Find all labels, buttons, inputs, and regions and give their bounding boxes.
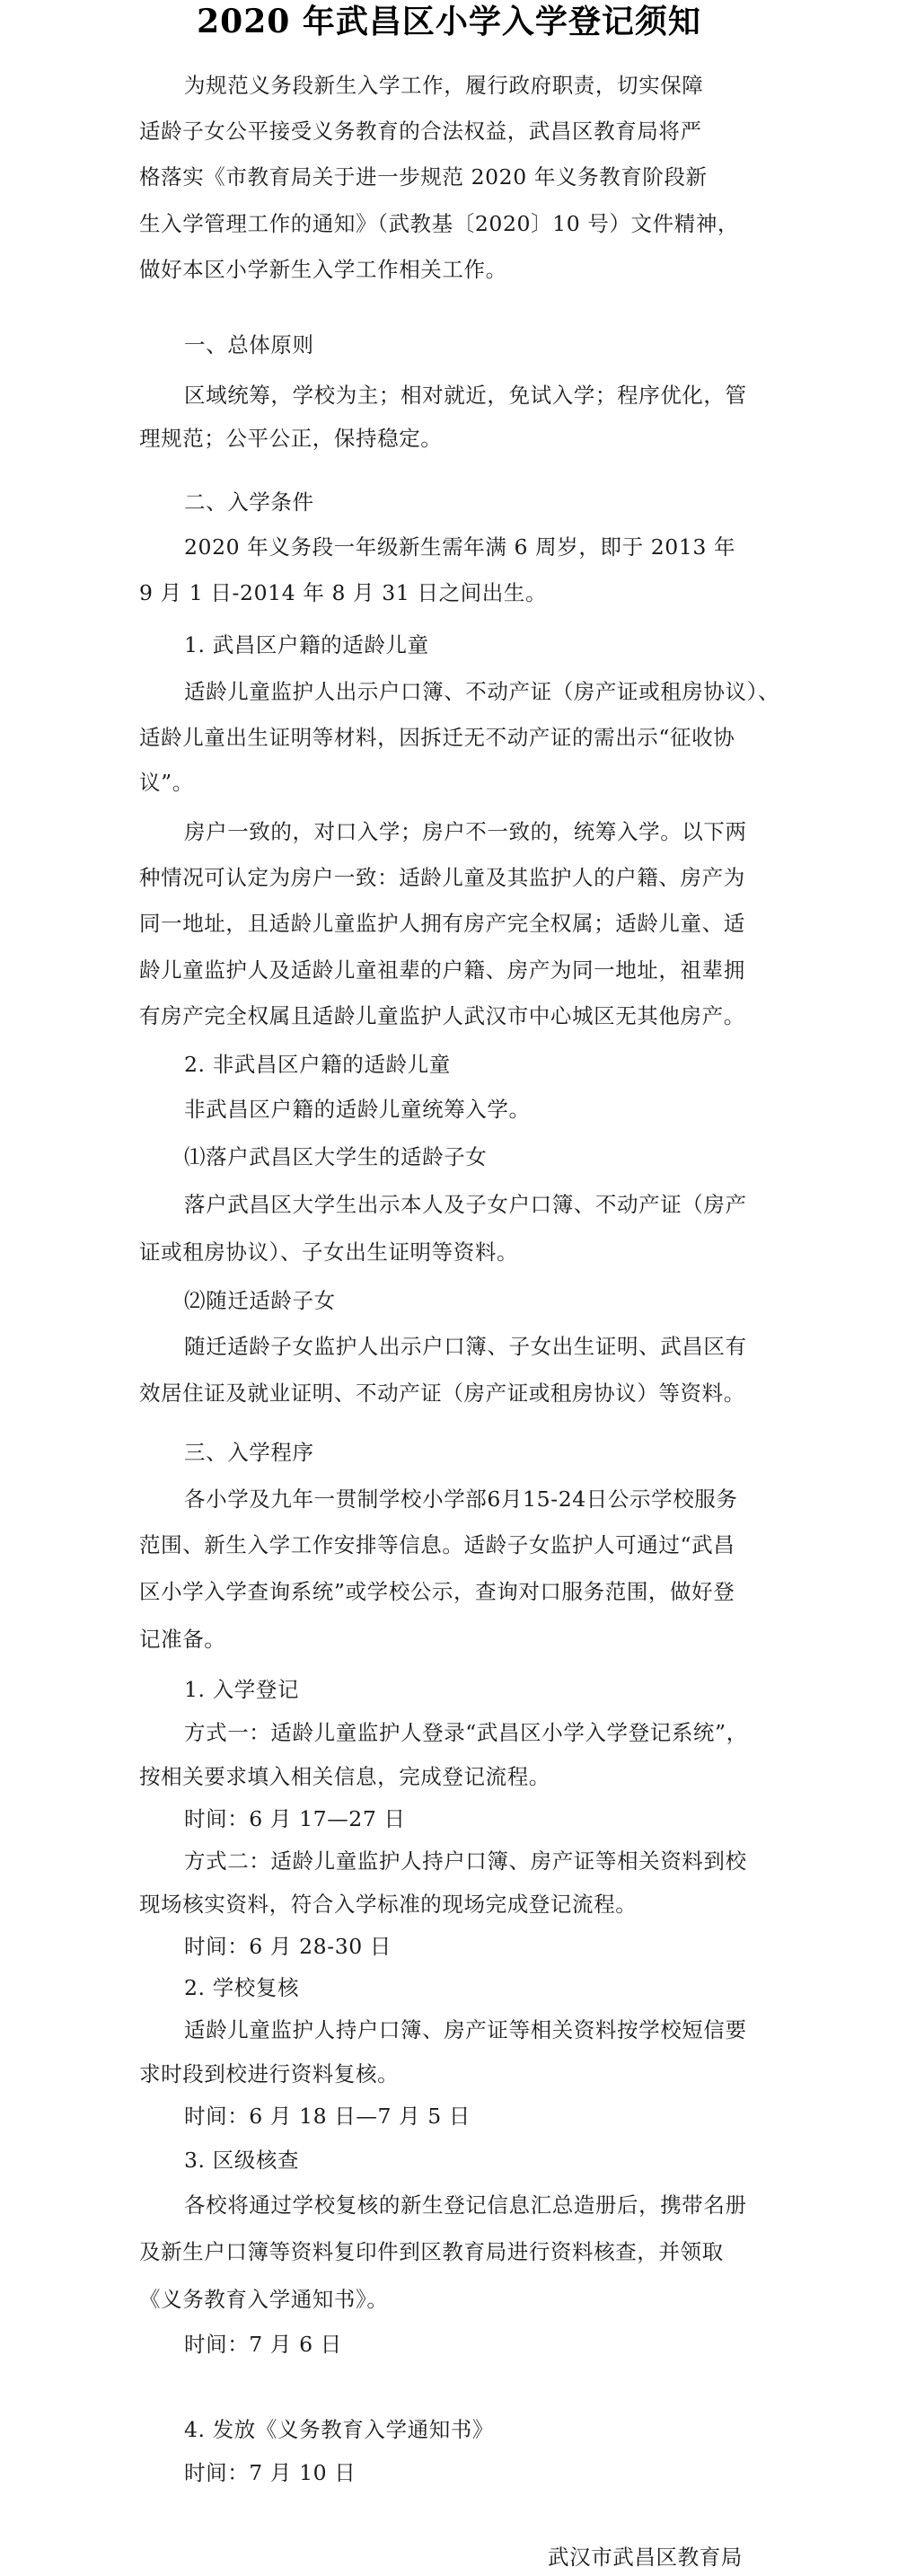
text-line: 适龄儿童出生证明等材料，因拆迁无不动产证的需出示“征收协: [139, 725, 735, 750]
text-line: 格落实《市教育局关于进一步规范 2020 年义务教育阶段新: [139, 164, 708, 190]
subsection-heading: 4. 发放《义务教育入学通知书》: [184, 2417, 494, 2442]
text-line: 按相关要求填入相关信息，完成登记流程。: [139, 1764, 550, 1789]
text-line: 种情况可认定为房户一致：适龄儿童及其监护人的户籍、房产为: [139, 865, 745, 890]
time-line: 时间：6 月 18 日—7 月 5 日: [184, 2104, 471, 2129]
text-line: 适龄儿童监护人出示户口簿、不动产证（房产证或租房协议）、: [184, 679, 780, 704]
text-line: 方式二：适龄儿童监护人持户口簿、房产证等相关资料到校: [184, 1848, 747, 1874]
text-line: 房户一致的，对口入学；房户不一致的，统筹入学。以下两: [184, 819, 747, 844]
subsection-heading: 2. 学校复核: [184, 1975, 300, 2000]
text-line: 随迁适龄子女监护人出示户口簿、子女出生证明、武昌区有: [184, 1334, 747, 1359]
text-line: 记准备。: [139, 1627, 226, 1652]
text-line: 适龄子女公平接受义务教育的合法权益，武昌区教育局将严: [139, 119, 702, 144]
subsection-heading: 1. 武昌区户籍的适龄儿童: [184, 632, 429, 657]
text-line: 求时段到校进行资料复核。: [139, 2061, 400, 2086]
text-line: 9 月 1 日-2014 年 8 月 31 日之间出生。: [139, 580, 548, 605]
text-line: 区域统筹，学校为主；相对就近，免试入学；程序优化，管: [184, 383, 747, 408]
subsection-heading: 1. 入学登记: [184, 1677, 300, 1702]
text-line: 方式一：适龄儿童监护人登录“武昌区小学入学登记系统”，: [184, 1720, 748, 1745]
time-line: 时间：7 月 10 日: [184, 2460, 357, 2485]
time-line: 时间：6 月 17—27 日: [184, 1806, 406, 1831]
text-line: 龄儿童监护人及适龄儿童祖辈的户籍、房产为同一地址，祖辈拥: [139, 957, 745, 983]
text-line: 做好本区小学新生入学工作相关工作。: [139, 257, 507, 282]
subsection-heading: ⑴落户武昌区大学生的适龄子女: [184, 1144, 488, 1169]
text-line: 2020 年义务段一年级新生需年满 6 周岁，即于 2013 年: [184, 534, 736, 560]
text-line: 议”。: [139, 770, 194, 795]
time-line: 时间：7 月 6 日: [184, 2332, 342, 2357]
text-line: 适龄儿童监护人持户口簿、房产证等相关资料按学校短信要: [184, 2017, 747, 2042]
section-heading: 一、总体原则: [184, 332, 314, 357]
document-title: 2020 年武昌区小学入学登记须知: [197, 3, 701, 40]
text-line: 现场核实资料，符合入学标准的现场完成登记流程。: [139, 1892, 638, 1917]
time-line: 时间：6 月 28-30 日: [184, 1934, 392, 1959]
subsection-heading: 3. 区级核查: [184, 2148, 300, 2173]
text-line: 证或租房协议）、子女出生证明等资料。: [139, 1239, 519, 1265]
text-line: 效居住证及就业证明、不动产证（房产证或租房协议）等资料。: [139, 1381, 745, 1406]
section-heading: 三、入学程序: [184, 1440, 314, 1465]
subsection-heading: 2. 非武昌区户籍的适龄儿童: [184, 1052, 451, 1077]
text-line: 范围、新生入学工作安排等信息。适龄子女监护人可通过“武昌: [139, 1532, 735, 1557]
section-heading: 二、入学条件: [184, 490, 314, 515]
subsection-heading: ⑵随迁适龄子女: [184, 1288, 336, 1313]
text-line: 为规范义务段新生入学工作，履行政府职责，切实保障: [184, 73, 704, 98]
text-line: 落户武昌区大学生出示本人及子女户口簿、不动产证（房产: [184, 1192, 747, 1217]
text-line: 区小学入学查询系统”或学校公示，查询对口服务范围，做好登: [139, 1579, 735, 1604]
text-line: 各小学及九年一贯制学校小学部6月15-24日公示学校服务: [184, 1486, 738, 1512]
text-line: 《义务教育入学通知书》。: [139, 2287, 389, 2312]
text-line: 各校将通过学校复核的新生登记信息汇总造册后，携带名册: [184, 2192, 747, 2218]
text-line: 有房产完全权属且适龄儿童监护人武汉市中心城区无其他房产。: [139, 1003, 745, 1028]
text-line: 理规范；公平公正，保持稳定。: [139, 426, 443, 451]
text-line: 同一地址，且适龄儿童监护人拥有房产完全权属；适龄儿童、适: [139, 911, 745, 936]
text-line: 非武昌区户籍的适龄儿童统筹入学。: [184, 1097, 531, 1122]
text-line: 及新生户口簿等资料复印件到区教育局进行资料核查，并领取: [139, 2239, 724, 2264]
signature: 武汉市武昌区教育局: [548, 2545, 743, 2570]
text-line: 生入学管理工作的通知》（武教基〔2020〕10 号）文件精神，: [139, 211, 740, 236]
